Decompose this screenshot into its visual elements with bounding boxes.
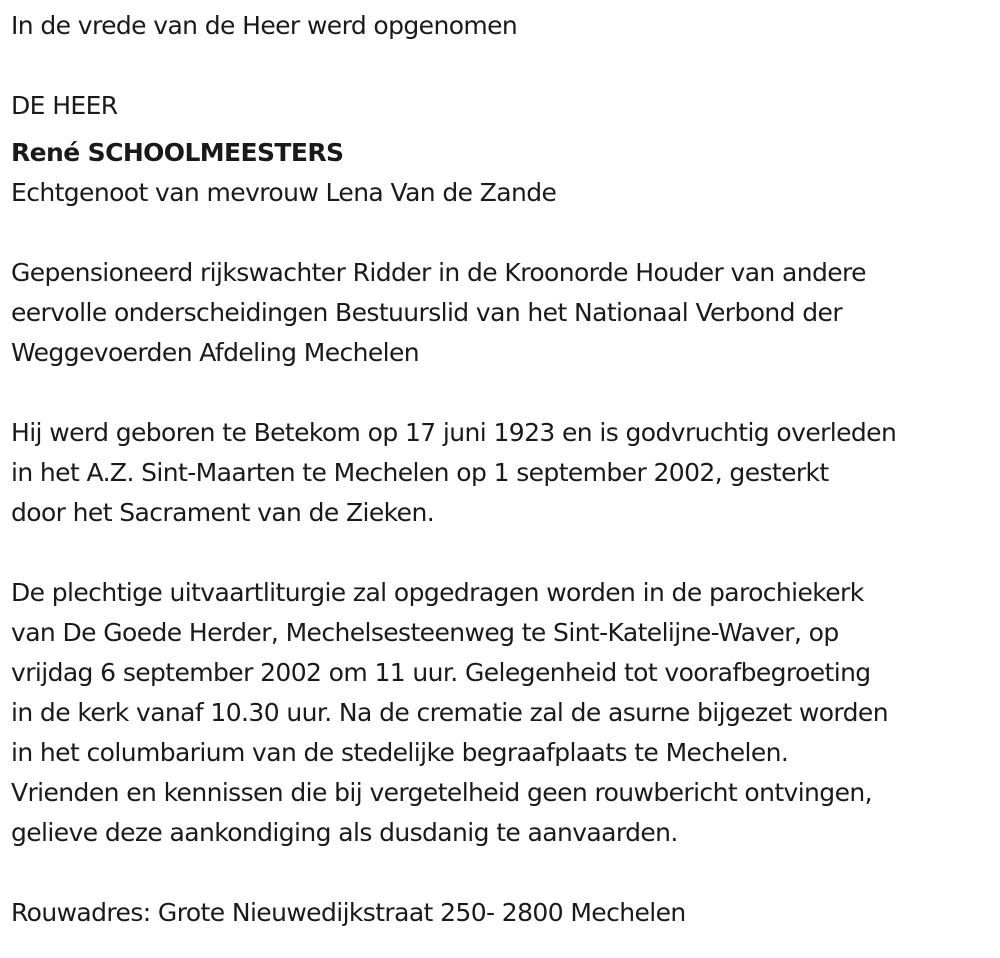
life-line: door het Sacrament van de Zieken. xyxy=(11,498,435,527)
funeral-line: in de kerk vanaf 10.30 uur. Na de crematie zal de asurne bijgezet worden xyxy=(11,698,888,727)
honors-line: Gepensioneerd rijkswachter Ridder in de Kroonorde Houder van andere xyxy=(11,258,866,287)
spacer xyxy=(11,373,996,413)
funeral-line: vrijdag 6 september 2002 om 11 uur. Gelegenheid tot voorafbegroeting xyxy=(11,658,871,687)
spacer xyxy=(11,213,996,253)
honors-line: Weggevoerden Afdeling Mechelen xyxy=(11,338,420,367)
spacer xyxy=(11,46,996,86)
mourning-address: Rouwadres: Grote Nieuwedijkstraat 250- 2800 Mechelen xyxy=(11,898,686,927)
spacer xyxy=(11,853,996,893)
funeral-paragraph xyxy=(11,573,996,853)
funeral-line: De plechtige uitvaartliturgie zal opgedragen worden in de parochiekerk xyxy=(11,578,864,607)
funeral-line: Vrienden en kennissen die bij vergetelheid geen rouwbericht ontvingen, xyxy=(11,778,872,807)
intro-line: In de vrede van de Heer werd opgenomen xyxy=(11,11,518,40)
funeral-line: in het columbarium van de stedelijke begraafplaats te Mechelen. xyxy=(11,738,789,767)
honors-line: eervolle onderscheidingen Bestuurslid van het Nationaal Verbond der xyxy=(11,298,843,327)
deceased-name: René SCHOOLMEESTERS xyxy=(11,138,344,167)
honorific-title: DE HEER xyxy=(11,91,118,120)
funeral-line: gelieve deze aankondiging als dusdanig te aanvaarden. xyxy=(11,818,678,847)
honors-paragraph xyxy=(11,253,996,373)
spacer xyxy=(11,533,996,573)
life-line: Hij werd geboren te Betekom op 17 juni 1923 en is godvruchtig overleden xyxy=(11,418,897,447)
spouse-line: Echtgenoot van mevrouw Lena Van de Zande xyxy=(11,178,557,207)
obituary-notice xyxy=(11,6,996,933)
life-paragraph xyxy=(11,413,996,533)
life-line: in het A.Z. Sint-Maarten te Mechelen op 1 september 2002, gesterkt xyxy=(11,458,829,487)
funeral-line: van De Goede Herder, Mechelsesteenweg te Sint-Katelijne-Waver, op xyxy=(11,618,839,647)
